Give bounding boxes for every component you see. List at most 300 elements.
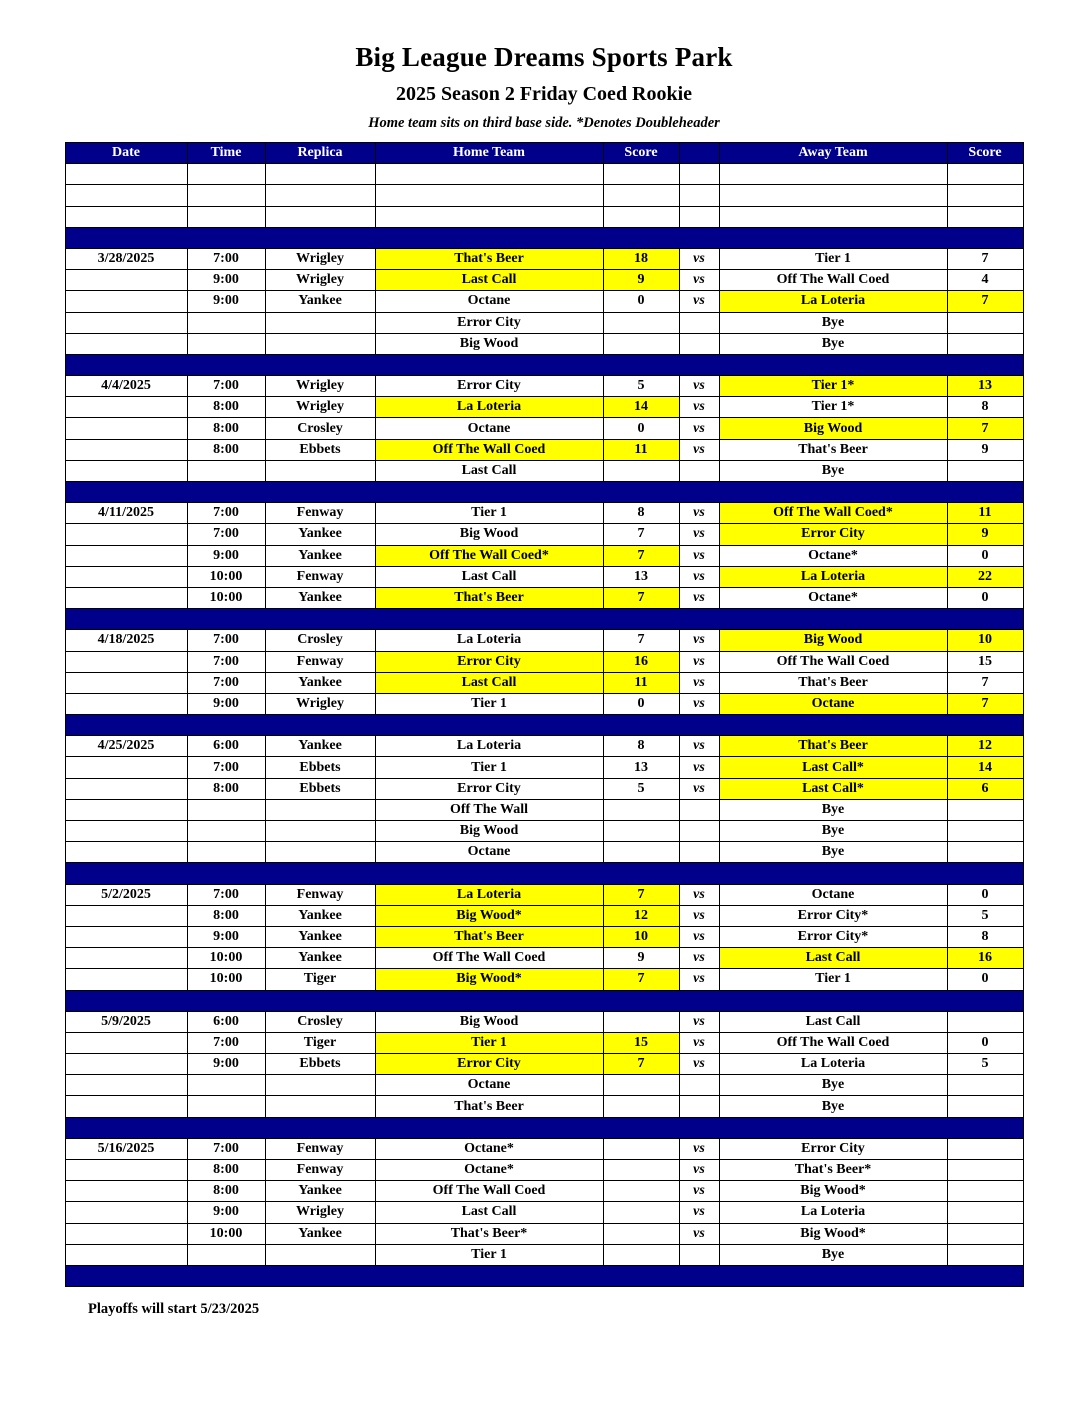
cell-time: 9:00: [187, 1054, 265, 1075]
cell-home-score: 13: [603, 566, 679, 587]
cell-vs: [679, 312, 719, 333]
table-row: [65, 651, 1023, 672]
cell-away-score: 9: [947, 439, 1023, 460]
cell-replica: Yankee: [265, 545, 375, 566]
cell-time: 9:00: [187, 545, 265, 566]
cell-away-team: Tier 1*: [719, 376, 947, 397]
blank-cell: [265, 185, 375, 206]
cell-replica: [265, 460, 375, 481]
cell-replica: Yankee: [265, 524, 375, 545]
cell-date: [65, 926, 187, 947]
cell-time: 10:00: [187, 1223, 265, 1244]
table-row: [65, 524, 1023, 545]
cell-away-team: La Loteria: [719, 1202, 947, 1223]
blank-cell: [65, 164, 187, 185]
cell-time: 10:00: [187, 969, 265, 990]
cell-home-score: 0: [603, 693, 679, 714]
cell-date: [65, 1032, 187, 1053]
cell-home-team: That's Beer*: [375, 1223, 603, 1244]
cell-time: [187, 1244, 265, 1265]
cell-home-score: 10: [603, 926, 679, 947]
table-row: [65, 1202, 1023, 1223]
table-row: [65, 926, 1023, 947]
cell-away-score: 7: [947, 693, 1023, 714]
cell-vs: vs: [679, 672, 719, 693]
cell-vs: vs: [679, 651, 719, 672]
table-row: [65, 884, 1023, 905]
cell-away-score: 10: [947, 630, 1023, 651]
cell-home-score: [603, 1202, 679, 1223]
header-row: [65, 143, 1023, 164]
table-row: [65, 397, 1023, 418]
cell-date: [65, 651, 187, 672]
table-row: [65, 1181, 1023, 1202]
cell-home-team: La Loteria: [375, 736, 603, 757]
blank-cell: [603, 164, 679, 185]
cell-home-team: Tier 1: [375, 503, 603, 524]
cell-time: 9:00: [187, 926, 265, 947]
cell-away-score: 7: [947, 418, 1023, 439]
cell-time: 9:00: [187, 291, 265, 312]
cell-home-score: 9: [603, 948, 679, 969]
cell-away-score: 0: [947, 587, 1023, 608]
cell-away-team: Octane: [719, 884, 947, 905]
cell-time: 9:00: [187, 693, 265, 714]
cell-date: [65, 948, 187, 969]
group-separator: [65, 482, 1023, 503]
cell-date: 4/25/2025: [65, 736, 187, 757]
cell-home-score: [603, 1160, 679, 1181]
cell-replica: Ebbets: [265, 757, 375, 778]
cell-home-score: 7: [603, 630, 679, 651]
cell-away-team: Bye: [719, 1244, 947, 1265]
table-row: [65, 587, 1023, 608]
cell-vs: vs: [679, 270, 719, 291]
cell-home-team: Error City: [375, 651, 603, 672]
table-row: [65, 821, 1023, 842]
cell-home-team: Off The Wall Coed: [375, 439, 603, 460]
separator-bar: [65, 482, 1023, 503]
blank-cell: [375, 206, 603, 227]
cell-replica: Fenway: [265, 1138, 375, 1159]
table-row: [65, 948, 1023, 969]
cell-date: [65, 969, 187, 990]
table-row: [65, 905, 1023, 926]
blank-row: [65, 185, 1023, 206]
cell-date: [65, 1181, 187, 1202]
cell-away-team: Tier 1: [719, 969, 947, 990]
cell-date: [65, 842, 187, 863]
cell-vs: [679, 842, 719, 863]
group-separator: [65, 715, 1023, 736]
col-home-score: Score: [603, 143, 679, 164]
cell-away-score: 16: [947, 948, 1023, 969]
blank-cell: [947, 206, 1023, 227]
cell-home-score: [603, 799, 679, 820]
cell-away-score: 0: [947, 1032, 1023, 1053]
cell-time: 7:00: [187, 1138, 265, 1159]
cell-replica: Fenway: [265, 566, 375, 587]
table-row: [65, 693, 1023, 714]
cell-away-score: [947, 799, 1023, 820]
cell-time: [187, 1075, 265, 1096]
cell-home-score: 0: [603, 291, 679, 312]
cell-away-team: Bye: [719, 460, 947, 481]
cell-date: [65, 1223, 187, 1244]
table-row: [65, 736, 1023, 757]
cell-date: [65, 312, 187, 333]
cell-date: [65, 799, 187, 820]
cell-date: [65, 1202, 187, 1223]
cell-away-team: Bye: [719, 312, 947, 333]
blank-cell: [65, 206, 187, 227]
col-replica: Replica: [265, 143, 375, 164]
cell-away-team: Bye: [719, 333, 947, 354]
cell-away-team: That's Beer: [719, 439, 947, 460]
cell-replica: Wrigley: [265, 693, 375, 714]
cell-away-team: Last Call*: [719, 778, 947, 799]
cell-date: [65, 333, 187, 354]
cell-home-score: 8: [603, 736, 679, 757]
cell-vs: [679, 1244, 719, 1265]
cell-date: [65, 439, 187, 460]
cell-home-team: Off The Wall: [375, 799, 603, 820]
cell-time: [187, 460, 265, 481]
cell-away-score: 4: [947, 270, 1023, 291]
cell-away-team: Big Wood*: [719, 1181, 947, 1202]
cell-home-score: [603, 1138, 679, 1159]
cell-home-team: Big Wood*: [375, 969, 603, 990]
cell-away-score: [947, 1160, 1023, 1181]
group-separator: [65, 863, 1023, 884]
cell-replica: Ebbets: [265, 778, 375, 799]
cell-vs: vs: [679, 905, 719, 926]
cell-home-score: [603, 1223, 679, 1244]
cell-date: [65, 524, 187, 545]
cell-replica: Yankee: [265, 587, 375, 608]
cell-away-score: 7: [947, 672, 1023, 693]
table-body: [65, 164, 1023, 1287]
blank-cell: [187, 206, 265, 227]
cell-home-score: 7: [603, 1054, 679, 1075]
col-home-team: Home Team: [375, 143, 603, 164]
cell-replica: Ebbets: [265, 439, 375, 460]
table-row: [65, 1054, 1023, 1075]
cell-home-team: La Loteria: [375, 630, 603, 651]
cell-date: 5/2/2025: [65, 884, 187, 905]
cell-home-score: 15: [603, 1032, 679, 1053]
blank-cell: [265, 206, 375, 227]
cell-vs: [679, 1096, 719, 1117]
cell-replica: Wrigley: [265, 248, 375, 269]
table-row: [65, 503, 1023, 524]
table-row: [65, 1244, 1023, 1265]
cell-away-score: 11: [947, 503, 1023, 524]
cell-away-score: 5: [947, 905, 1023, 926]
cell-date: 4/4/2025: [65, 376, 187, 397]
cell-time: [187, 1096, 265, 1117]
group-separator: [65, 990, 1023, 1011]
cell-date: [65, 778, 187, 799]
cell-away-team: Off The Wall Coed: [719, 270, 947, 291]
cell-home-score: 5: [603, 778, 679, 799]
cell-home-team: Last Call: [375, 566, 603, 587]
cell-away-score: [947, 1096, 1023, 1117]
cell-home-score: [603, 312, 679, 333]
cell-replica: Fenway: [265, 884, 375, 905]
cell-vs: vs: [679, 1181, 719, 1202]
cell-vs: vs: [679, 439, 719, 460]
cell-home-score: [603, 1181, 679, 1202]
cell-home-team: Tier 1: [375, 693, 603, 714]
separator-bar: [65, 227, 1023, 248]
cell-vs: [679, 799, 719, 820]
cell-away-team: Big Wood: [719, 418, 947, 439]
cell-replica: Yankee: [265, 672, 375, 693]
cell-time: 8:00: [187, 1160, 265, 1181]
cell-vs: vs: [679, 566, 719, 587]
cell-vs: vs: [679, 1054, 719, 1075]
cell-away-team: Error City: [719, 524, 947, 545]
cell-vs: vs: [679, 587, 719, 608]
cell-vs: vs: [679, 1202, 719, 1223]
cell-away-score: 8: [947, 926, 1023, 947]
cell-vs: vs: [679, 1223, 719, 1244]
cell-away-team: Last Call: [719, 1011, 947, 1032]
col-away-team: Away Team: [719, 143, 947, 164]
cell-away-score: 0: [947, 969, 1023, 990]
cell-home-score: [603, 1075, 679, 1096]
cell-away-score: [947, 1138, 1023, 1159]
cell-replica: [265, 799, 375, 820]
group-separator: [65, 354, 1023, 375]
cell-home-team: Big Wood: [375, 524, 603, 545]
cell-replica: Ebbets: [265, 1054, 375, 1075]
group-separator: [65, 1117, 1023, 1138]
cell-away-score: [947, 1244, 1023, 1265]
cell-home-team: Off The Wall Coed: [375, 948, 603, 969]
cell-date: 4/11/2025: [65, 503, 187, 524]
cell-vs: vs: [679, 969, 719, 990]
blank-cell: [719, 206, 947, 227]
cell-time: 8:00: [187, 778, 265, 799]
cell-home-team: La Loteria: [375, 884, 603, 905]
cell-home-team: Octane: [375, 291, 603, 312]
cell-vs: vs: [679, 884, 719, 905]
cell-away-team: La Loteria: [719, 566, 947, 587]
group-separator: [65, 227, 1023, 248]
cell-date: [65, 418, 187, 439]
cell-home-team: Tier 1: [375, 1032, 603, 1053]
cell-replica: Yankee: [265, 1223, 375, 1244]
cell-home-team: That's Beer: [375, 926, 603, 947]
cell-replica: Fenway: [265, 651, 375, 672]
cell-vs: vs: [679, 1160, 719, 1181]
table-row: [65, 312, 1023, 333]
cell-away-team: Off The Wall Coed: [719, 1032, 947, 1053]
cell-home-score: [603, 1244, 679, 1265]
blank-cell: [947, 185, 1023, 206]
cell-away-score: [947, 1075, 1023, 1096]
cell-replica: Fenway: [265, 503, 375, 524]
cell-away-team: Last Call*: [719, 757, 947, 778]
blank-cell: [187, 164, 265, 185]
cell-away-score: 7: [947, 248, 1023, 269]
cell-time: 7:00: [187, 672, 265, 693]
cell-away-score: [947, 842, 1023, 863]
table-row: [65, 418, 1023, 439]
cell-away-team: Error City*: [719, 926, 947, 947]
cell-vs: vs: [679, 1138, 719, 1159]
cell-away-team: Bye: [719, 1075, 947, 1096]
cell-home-team: Error City: [375, 312, 603, 333]
cell-time: 8:00: [187, 418, 265, 439]
cell-vs: vs: [679, 545, 719, 566]
cell-vs: vs: [679, 397, 719, 418]
cell-away-score: 0: [947, 545, 1023, 566]
table-row: [65, 460, 1023, 481]
cell-home-score: [603, 460, 679, 481]
cell-vs: [679, 460, 719, 481]
cell-vs: vs: [679, 1011, 719, 1032]
separator-bar: [65, 715, 1023, 736]
cell-away-score: 15: [947, 651, 1023, 672]
cell-replica: Yankee: [265, 905, 375, 926]
cell-home-team: Octane: [375, 842, 603, 863]
table-row: [65, 842, 1023, 863]
cell-home-team: La Loteria: [375, 397, 603, 418]
blank-cell: [187, 185, 265, 206]
table-row: [65, 566, 1023, 587]
cell-vs: vs: [679, 926, 719, 947]
cell-away-team: Octane*: [719, 545, 947, 566]
cell-date: 4/18/2025: [65, 630, 187, 651]
cell-replica: Wrigley: [265, 376, 375, 397]
cell-vs: vs: [679, 630, 719, 651]
table-row: [65, 778, 1023, 799]
cell-away-score: 13: [947, 376, 1023, 397]
cell-away-score: 0: [947, 884, 1023, 905]
cell-home-team: Last Call: [375, 672, 603, 693]
cell-home-score: 12: [603, 905, 679, 926]
cell-away-team: Off The Wall Coed: [719, 651, 947, 672]
table-row: [65, 969, 1023, 990]
cell-date: [65, 1096, 187, 1117]
cell-vs: [679, 1075, 719, 1096]
cell-home-team: Last Call: [375, 270, 603, 291]
cell-time: 6:00: [187, 736, 265, 757]
cell-home-team: Big Wood: [375, 1011, 603, 1032]
cell-replica: Yankee: [265, 291, 375, 312]
blank-cell: [603, 206, 679, 227]
cell-date: [65, 821, 187, 842]
cell-home-team: Off The Wall Coed: [375, 1181, 603, 1202]
cell-replica: Wrigley: [265, 1202, 375, 1223]
col-vs: [679, 143, 719, 164]
cell-away-score: 14: [947, 757, 1023, 778]
cell-replica: Wrigley: [265, 270, 375, 291]
cell-away-team: That's Beer: [719, 672, 947, 693]
cell-time: 8:00: [187, 905, 265, 926]
cell-date: [65, 1054, 187, 1075]
cell-away-score: 9: [947, 524, 1023, 545]
cell-replica: Crosley: [265, 1011, 375, 1032]
cell-date: [65, 905, 187, 926]
blank-cell: [679, 185, 719, 206]
cell-away-score: [947, 1181, 1023, 1202]
cell-vs: vs: [679, 418, 719, 439]
cell-away-team: Big Wood: [719, 630, 947, 651]
table-row: [65, 1011, 1023, 1032]
cell-time: 10:00: [187, 948, 265, 969]
cell-away-score: [947, 460, 1023, 481]
cell-home-team: Off The Wall Coed*: [375, 545, 603, 566]
table-row: [65, 799, 1023, 820]
table-row: [65, 291, 1023, 312]
cell-home-score: [603, 1011, 679, 1032]
blank-cell: [603, 185, 679, 206]
cell-time: [187, 842, 265, 863]
cell-date: [65, 270, 187, 291]
cell-home-team: That's Beer: [375, 1096, 603, 1117]
cell-home-team: Error City: [375, 778, 603, 799]
cell-home-score: 7: [603, 545, 679, 566]
cell-date: [65, 545, 187, 566]
separator-bar: [65, 990, 1023, 1011]
cell-home-team: Last Call: [375, 460, 603, 481]
cell-vs: [679, 821, 719, 842]
blank-cell: [719, 185, 947, 206]
cell-away-team: Tier 1: [719, 248, 947, 269]
cell-away-score: [947, 1202, 1023, 1223]
cell-vs: vs: [679, 693, 719, 714]
cell-date: [65, 587, 187, 608]
table-row: [65, 333, 1023, 354]
cell-date: [65, 460, 187, 481]
cell-home-team: Error City: [375, 376, 603, 397]
table-row: [65, 630, 1023, 651]
cell-date: [65, 1160, 187, 1181]
table-row: [65, 270, 1023, 291]
cell-home-score: 9: [603, 270, 679, 291]
cell-away-score: [947, 333, 1023, 354]
cell-home-team: Last Call: [375, 1202, 603, 1223]
cell-replica: [265, 1096, 375, 1117]
cell-vs: vs: [679, 524, 719, 545]
blank-cell: [375, 164, 603, 185]
cell-time: 8:00: [187, 1181, 265, 1202]
blank-cell: [947, 164, 1023, 185]
cell-home-score: 5: [603, 376, 679, 397]
cell-away-score: 5: [947, 1054, 1023, 1075]
cell-away-team: Error City: [719, 1138, 947, 1159]
cell-away-team: Bye: [719, 821, 947, 842]
playoffs-note: Playoffs will start 5/23/2025: [88, 1301, 260, 1318]
cell-replica: Yankee: [265, 948, 375, 969]
separator-bar: [65, 1117, 1023, 1138]
cell-time: 7:00: [187, 376, 265, 397]
cell-home-score: 18: [603, 248, 679, 269]
cell-time: 8:00: [187, 397, 265, 418]
cell-time: 9:00: [187, 1202, 265, 1223]
cell-time: 7:00: [187, 651, 265, 672]
cell-replica: Yankee: [265, 926, 375, 947]
col-time: Time: [187, 143, 265, 164]
cell-replica: Tiger: [265, 969, 375, 990]
blank-cell: [375, 185, 603, 206]
cell-time: [187, 312, 265, 333]
cell-time: [187, 333, 265, 354]
